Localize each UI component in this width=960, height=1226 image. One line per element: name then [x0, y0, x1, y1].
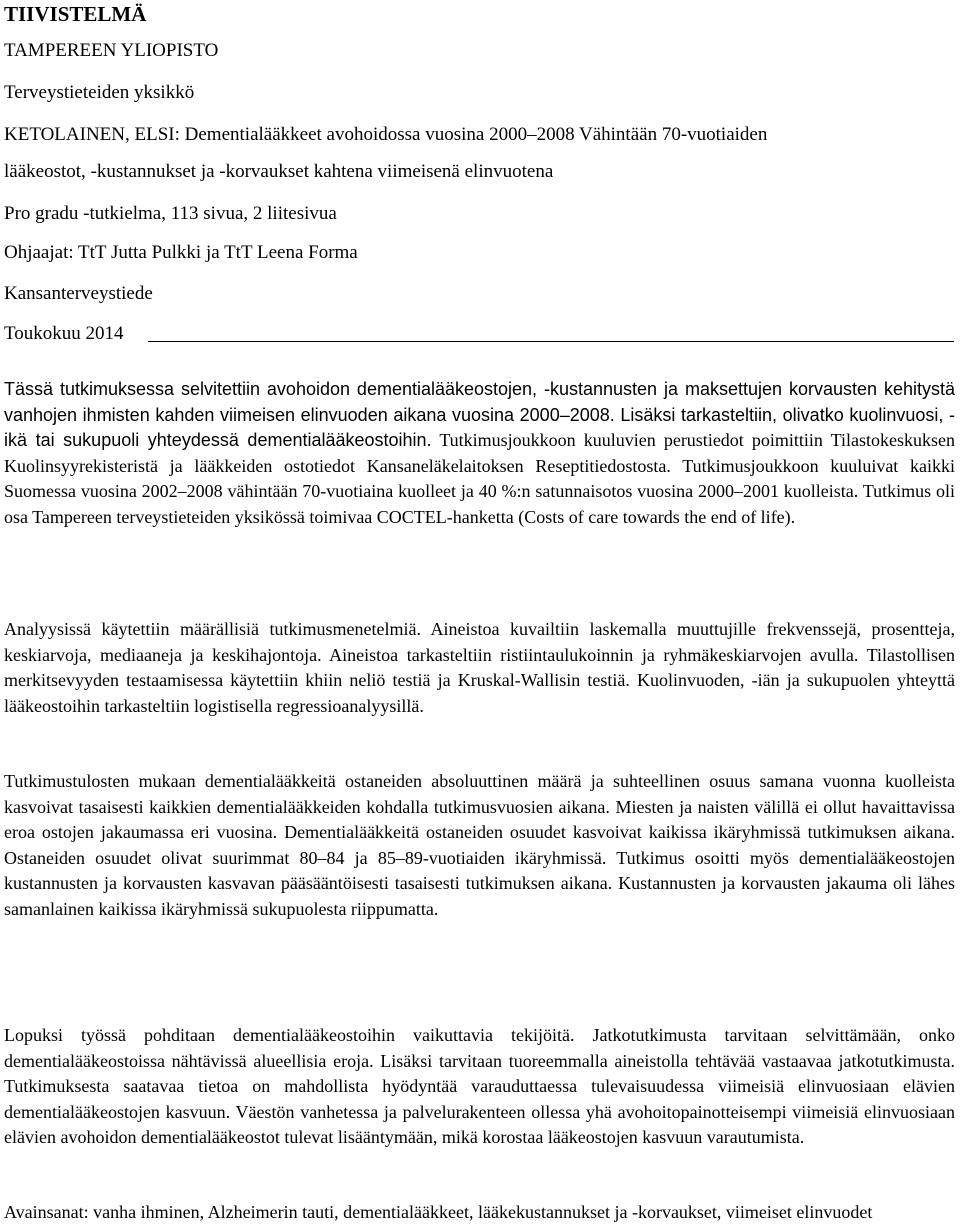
abstract-paragraph-3: Tutkimustulosten mukaan dementialääkkeitä ostaneiden absoluuttinen määrä ja suhteellinen osuus samana vuonna kuolleista kasvoivat tasaisesti kaikkien dementialääkkeiden kohdalla tutkimusvuosien aikana. Miesten ja naisten välillä ei ollut havaittavissa eroa ostojen jakaumassa eri vuosina. Dementialääkkeitä ostaneiden osuudet kasvoivat kaikissa ikäryhmissä tutkimuksen aikana. Ostaneiden osuudet olivat suurimmat 80–84 ja 85–89-vuotiaiden ikäryhmissä. Tutkimus osoitti myös dementialääkeostojen kustannusten ja korvausten kasvavan pääsääntöisesti tasaisesti tutkimuksen aikana. Kustannusten ja korvausten jakauma oli lähes samanlainen kaikissa ikäryhmissä sukupuolesta riippumatta. — [4, 771, 955, 919]
header-divider — [148, 341, 954, 342]
supervisors: Ohjaajat: TtT Jutta Pulkki ja TtT Leena Forma — [4, 242, 358, 263]
unit-name: Terveystieteiden yksikkö — [4, 82, 195, 103]
abstract-paragraph-1-intro: Tässä tutkimuksessa selvitettiin avohoidon dementialääkeostojen, -kustannusten ja maksettujen korvausten kehitystä vanhojen ihmisten kahden viimeisen elinvuoden aikana vuosina 2000–2008. Lisäksi tarkasteltiin, olivatko kuolinvuosi, -ikä tai sukupuoli yhteydessä dementialääkeostoihin. — [4, 379, 955, 450]
abstract-paragraph-1-data: Tutkimusjoukkoon kuuluvien perustiedot poimittiin Tilastokeskuksen Kuolinsyyrekisteristä ja lääkkeiden ostotiedot Kansaneläkelaitoksen Reseptitiedostosta. Tutkimusjoukkoon kuuluivat kaikki Suomessa vuosina 2002–2008 vähintään 70-vuotiaina kuolleet ja 40 %:n satunnaisotos vuosina 2000–2001 kuolleista. Tutkimus oli osa Tampereen terveystieteiden yksikössä toimivaa COCTEL-hanketta (Costs of care towards the end of life). — [4, 430, 955, 527]
subject: Kansanterveystiede — [4, 283, 153, 304]
author-title-line1: KETOLAINEN, ELSI: Dementialääkkeet avohoidossa vuosina 2000–2008 Vähintään 70-vuotiaiden — [4, 124, 768, 145]
page-title: TIIVISTELMÄ — [4, 2, 147, 26]
abstract-paragraph-2: Analyysissä käytettiin määrällisiä tutkimusmenetelmiä. Aineistoa kuvailtiin laskemalla muuttujille frekvenssejä, prosentteja, keskiarvoja, mediaaneja ja keskihajontoja. Aineistoa tarkasteltiin ristiintaulukoinnin ja ryhmäkeskiarvojen avulla. Tilastollisen merkitsevyyden testaamisessa käytettiin khiin neliö testiä ja Kruskal-Wallisin testiä. Kuolinvuoden, -iän ja sukupuolen yhteyttä lääkeostoihin tarkasteltiin logistisella regressioanalyysillä. — [4, 619, 955, 716]
abstract-paragraph-1 — [4, 377, 955, 530]
university-name: TAMPEREEN YLIOPISTO — [4, 40, 219, 61]
date: Toukokuu 2014 — [4, 323, 124, 344]
thesis-info: Pro gradu -tutkielma, 113 sivua, 2 liitesivua — [4, 203, 337, 224]
keywords: Avainsanat: vanha ihminen, Alzheimerin tauti, dementialääkkeet, lääkekustannukset ja -korvaukset, viimeiset elinvuodet — [4, 1202, 873, 1222]
author-title-line2: lääkeostot, -kustannukset ja -korvaukset kahtena viimeisenä elinvuotena — [4, 161, 554, 182]
abstract-paragraph-4: Lopuksi työssä pohditaan dementialääkeostoihin vaikuttavia tekijöitä. Jatkotutkimusta tarvitaan selvittämään, onko dementialääkeostoissa nähtävissä alueellisia eroja. Lisäksi tarvitaan tuoreemmalla aineistolla tehtävää vastaavaa jatkotutkimusta. Tutkimuksesta saatavaa tietoa on mahdollista hyödyntää varauduttaessa tulevaisuudessa viimeisiä elinvuosiaan elävien dementialääkeostojen kasvuun. Väestön vanhetessa ja palvelurakenteen ollessa yhä avohoitopainotteisempi viimeisiä elinvuosiaan elävien avohoidon dementialääkeostot tulevat lisääntymään, mikä korostaa lääkeostojen kasvuun varautumista. — [4, 1025, 955, 1147]
